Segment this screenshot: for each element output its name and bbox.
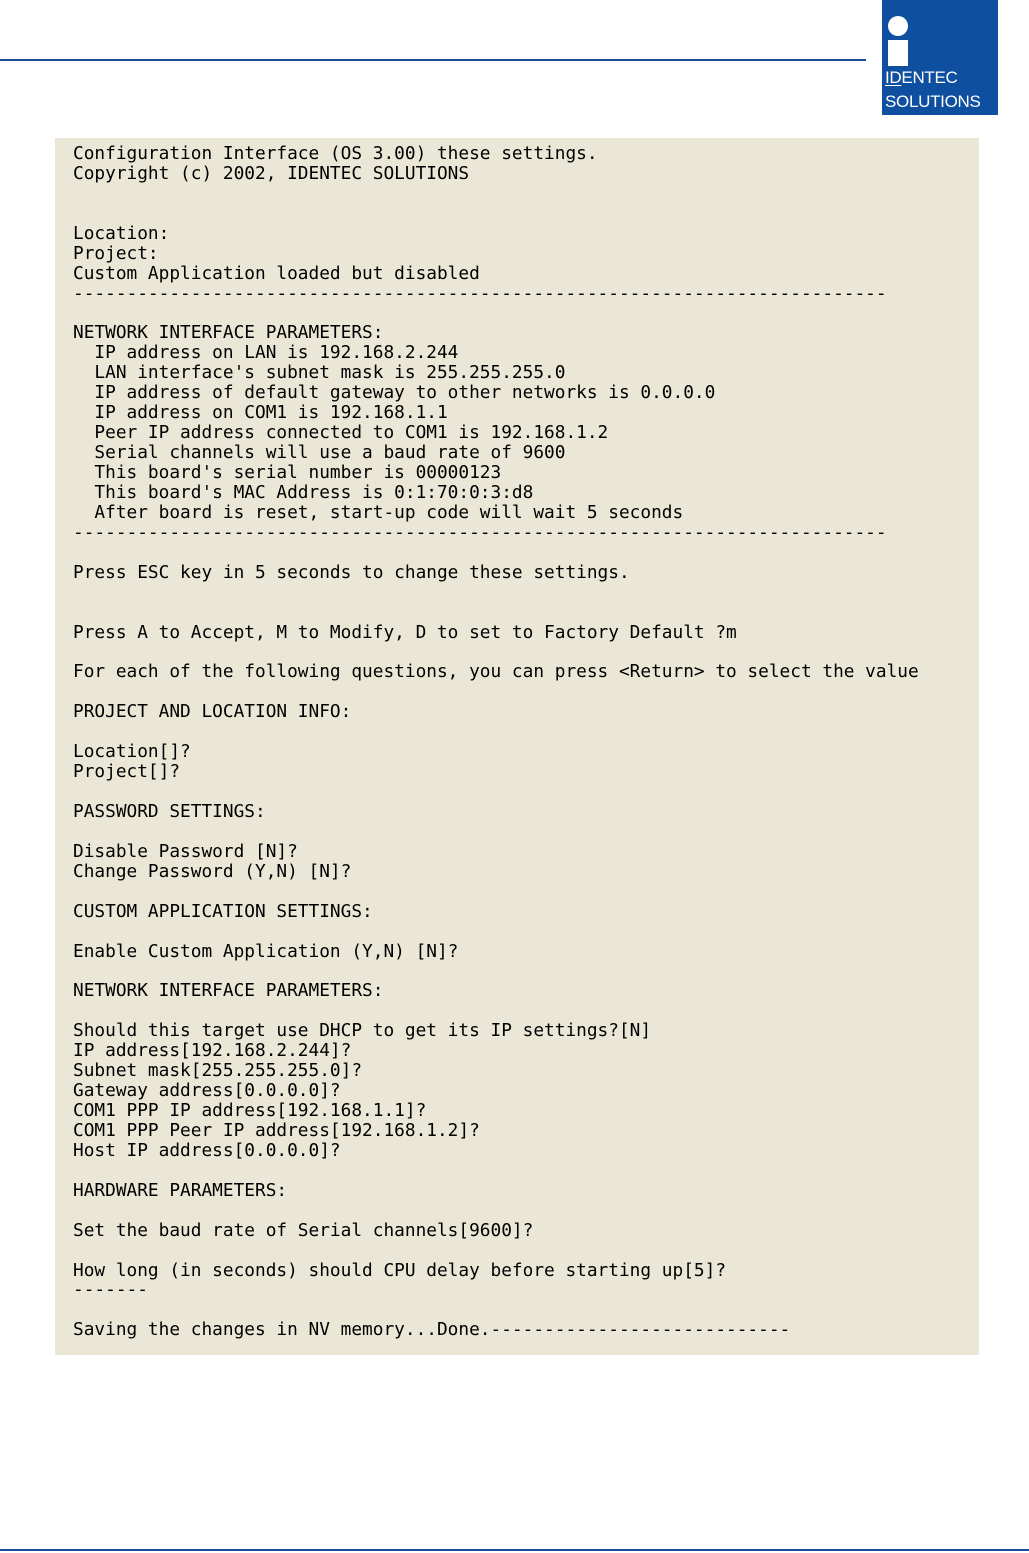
terminal-line	[73, 1241, 979, 1261]
terminal-line: COM1 PPP IP address[192.168.1.1]?	[73, 1100, 427, 1121]
terminal-line	[73, 304, 979, 324]
terminal-line: This board's MAC Address is 0:1:70:0:3:d8	[73, 481, 534, 503]
terminal-line: COM1 PPP Peer IP address[192.168.1.2]?	[73, 1119, 480, 1141]
terminal-line: ----------------------------------------------------------------------------	[73, 282, 887, 304]
logo-text-line2: SOLUTIONS	[885, 92, 981, 111]
identec-logo	[882, 0, 998, 115]
logo-text-highlight: ID	[885, 68, 902, 87]
terminal-line	[73, 1001, 979, 1021]
terminal-line: HARDWARE PARAMETERS:	[73, 1179, 288, 1201]
terminal-line: NETWORK INTERFACE PARAMETERS:	[73, 980, 384, 1002]
terminal-line: CUSTOM APPLICATION SETTINGS:	[73, 900, 373, 922]
terminal-line: Project[]?	[73, 761, 181, 783]
terminal-line	[73, 1201, 979, 1221]
terminal-line: -------	[73, 1279, 148, 1301]
terminal-line: Custom Application loaded but disabled	[73, 262, 480, 284]
terminal-line: Peer IP address connected to COM1 is 192.168.1.2	[73, 422, 609, 444]
terminal-line	[73, 184, 979, 204]
terminal-line: How long (in seconds) should CPU delay before starting up[5]?	[73, 1259, 727, 1281]
terminal-line: Subnet mask[255.255.255.0]?	[73, 1060, 363, 1082]
header-rule	[0, 59, 866, 61]
terminal-output-panel	[55, 138, 979, 1355]
terminal-line	[73, 722, 979, 742]
terminal-line: IP address on LAN is 192.168.2.244	[73, 342, 459, 364]
terminal-line	[73, 822, 979, 842]
terminal-line: Enable Custom Application (Y,N) [N]?	[73, 940, 459, 962]
terminal-line: IP address[192.168.2.244]?	[73, 1040, 352, 1062]
terminal-line: Copyright (c) 2002, IDENTEC SOLUTIONS	[73, 162, 470, 184]
terminal-line	[73, 642, 979, 662]
terminal-line: Serial channels will use a baud rate of 9600	[73, 442, 566, 464]
terminal-line: Project:	[73, 242, 159, 264]
terminal-line	[73, 782, 979, 802]
logo-text-rest: ENTEC	[901, 68, 958, 87]
logo-text-line1	[885, 68, 958, 87]
terminal-line: Press ESC key in 5 seconds to change these settings.	[73, 561, 630, 583]
terminal-line	[73, 204, 979, 224]
terminal-line	[73, 603, 979, 623]
terminal-line: Host IP address[0.0.0.0]?	[73, 1139, 341, 1161]
terminal-line	[73, 882, 979, 902]
terminal-line: Change Password (Y,N) [N]?	[73, 860, 352, 882]
terminal-line: IP address of default gateway to other networks is 0.0.0.0	[73, 382, 716, 404]
terminal-line: Set the baud rate of Serial channels[9600]?	[73, 1219, 534, 1241]
terminal-line: ----------------------------------------------------------------------------	[73, 521, 887, 543]
terminal-line	[73, 543, 979, 563]
terminal-line: NETWORK INTERFACE PARAMETERS:	[73, 322, 384, 344]
terminal-line: This board's serial number is 00000123	[73, 462, 502, 483]
footer-rule	[0, 1549, 1029, 1551]
terminal-line: Gateway address[0.0.0.0]?	[73, 1080, 341, 1102]
logo-dot-icon	[888, 16, 908, 36]
terminal-line: After board is reset, start-up code will wait 5 seconds	[73, 501, 684, 523]
terminal-line: Location:	[73, 222, 170, 244]
logo-bar-icon	[888, 40, 908, 66]
terminal-line: Configuration Interface (OS 3.00) these settings.	[73, 143, 598, 164]
terminal-line: PASSWORD SETTINGS:	[73, 800, 266, 822]
terminal-line	[73, 1300, 979, 1320]
terminal-line: Saving the changes in NV memory...Done.----------------------------	[73, 1319, 791, 1341]
terminal-line: For each of the following questions, you can press <Return> to select the value	[73, 661, 919, 683]
terminal-line: Press A to Accept, M to Modify, D to set to Factory Default ?m	[73, 621, 737, 643]
terminal-line	[73, 682, 979, 702]
terminal-line	[73, 961, 979, 981]
terminal-line: Disable Password [N]?	[73, 840, 298, 862]
terminal-line	[73, 922, 979, 942]
terminal-line: Location[]?	[73, 741, 191, 763]
terminal-line	[73, 583, 979, 603]
terminal-line: PROJECT AND LOCATION INFO:	[73, 701, 352, 723]
terminal-line	[73, 1161, 979, 1181]
terminal-line: IP address on COM1 is 192.168.1.1	[73, 402, 448, 424]
terminal-line: Should this target use DHCP to get its IP settings?[N]	[73, 1020, 652, 1042]
terminal-line: LAN interface's subnet mask is 255.255.255.0	[73, 362, 566, 384]
